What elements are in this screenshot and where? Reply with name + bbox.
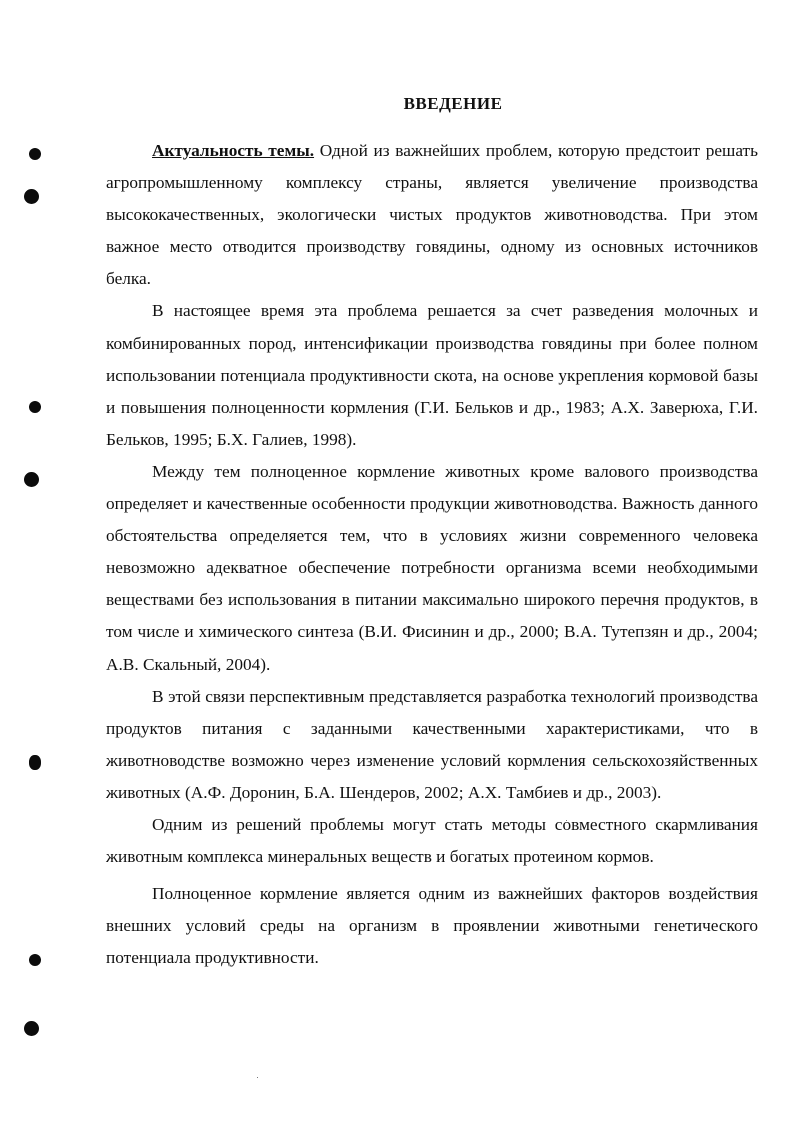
document-body (106, 135, 758, 974)
paragraph: В настоящее время эта проблема решается за счет разведения молочных и комбинированных пород, интенсификации производства говядины при более полном использовании потенциала продуктивности скота, на основе укрепления кормовой базы и повышения полноценности кормления (Г.И. Бельков и др., 1983; А.Х. Заверюха, Г.И. Бельков, 1995; Б.Х. Галиев, 1998). (106, 301, 758, 449)
relevance-heading: Актуальность темы. (152, 141, 315, 160)
paragraph-relevance (106, 135, 758, 295)
binder-hole-mark (24, 1021, 39, 1036)
binder-hole-mark (24, 189, 39, 204)
binder-hole-mark (29, 954, 41, 966)
binder-hole-mark (29, 755, 41, 770)
scan-speck (257, 1077, 258, 1078)
paragraph: Между тем полноценное кормление животных кроме валового производства определяет и качественные особенности продукции животноводства. Важность данного обстоятельства определяется тем, что в условиях жизни современного человека невозможно адекватное обеспечение потребности организма всеми необходимыми веществами без использования в питании максимально широкого перечня продуктов, в том числе и химического синтеза (В.И. Фисинин и др., 2000; В.А. Тутепзян и др., 2004; А.В. Скальный, 2004). (106, 461, 758, 674)
paragraph-text: Одной из важнейших проблем, которую предстоит решать агропромышленному комплексу страны, является увеличение производства высококачественных, экологически чистых продуктов животноводства. При этом важное место отводится производству говядины, одному из основных источников белка. (106, 141, 758, 289)
paragraph: В этой связи перспективным представляется разработка технологий производства продуктов питания с заданными качественными характеристиками, что в животноводстве возможно через изменение условий кормления сельскохозяйственных животных (А.Ф. Доронин, Б.А. Шендеров, 2002; А.Х. Тамбиев и др., 2003). (106, 686, 758, 802)
binder-hole-mark (29, 148, 41, 160)
page-title: ВВЕДЕНИЕ (403, 94, 503, 113)
binder-hole-mark (29, 401, 41, 413)
paragraph: Одним из решений проблемы могут стать методы совместного скармливания животным комплекса минеральных веществ и богатых протеином кормов. (106, 814, 758, 867)
binder-hole-mark (24, 472, 39, 487)
paragraph: Полноценное кормление является одним из важнейших факторов воздействия внешних условий среды на организм в проявлении животными генетического потенциала продуктивности. (106, 884, 758, 968)
